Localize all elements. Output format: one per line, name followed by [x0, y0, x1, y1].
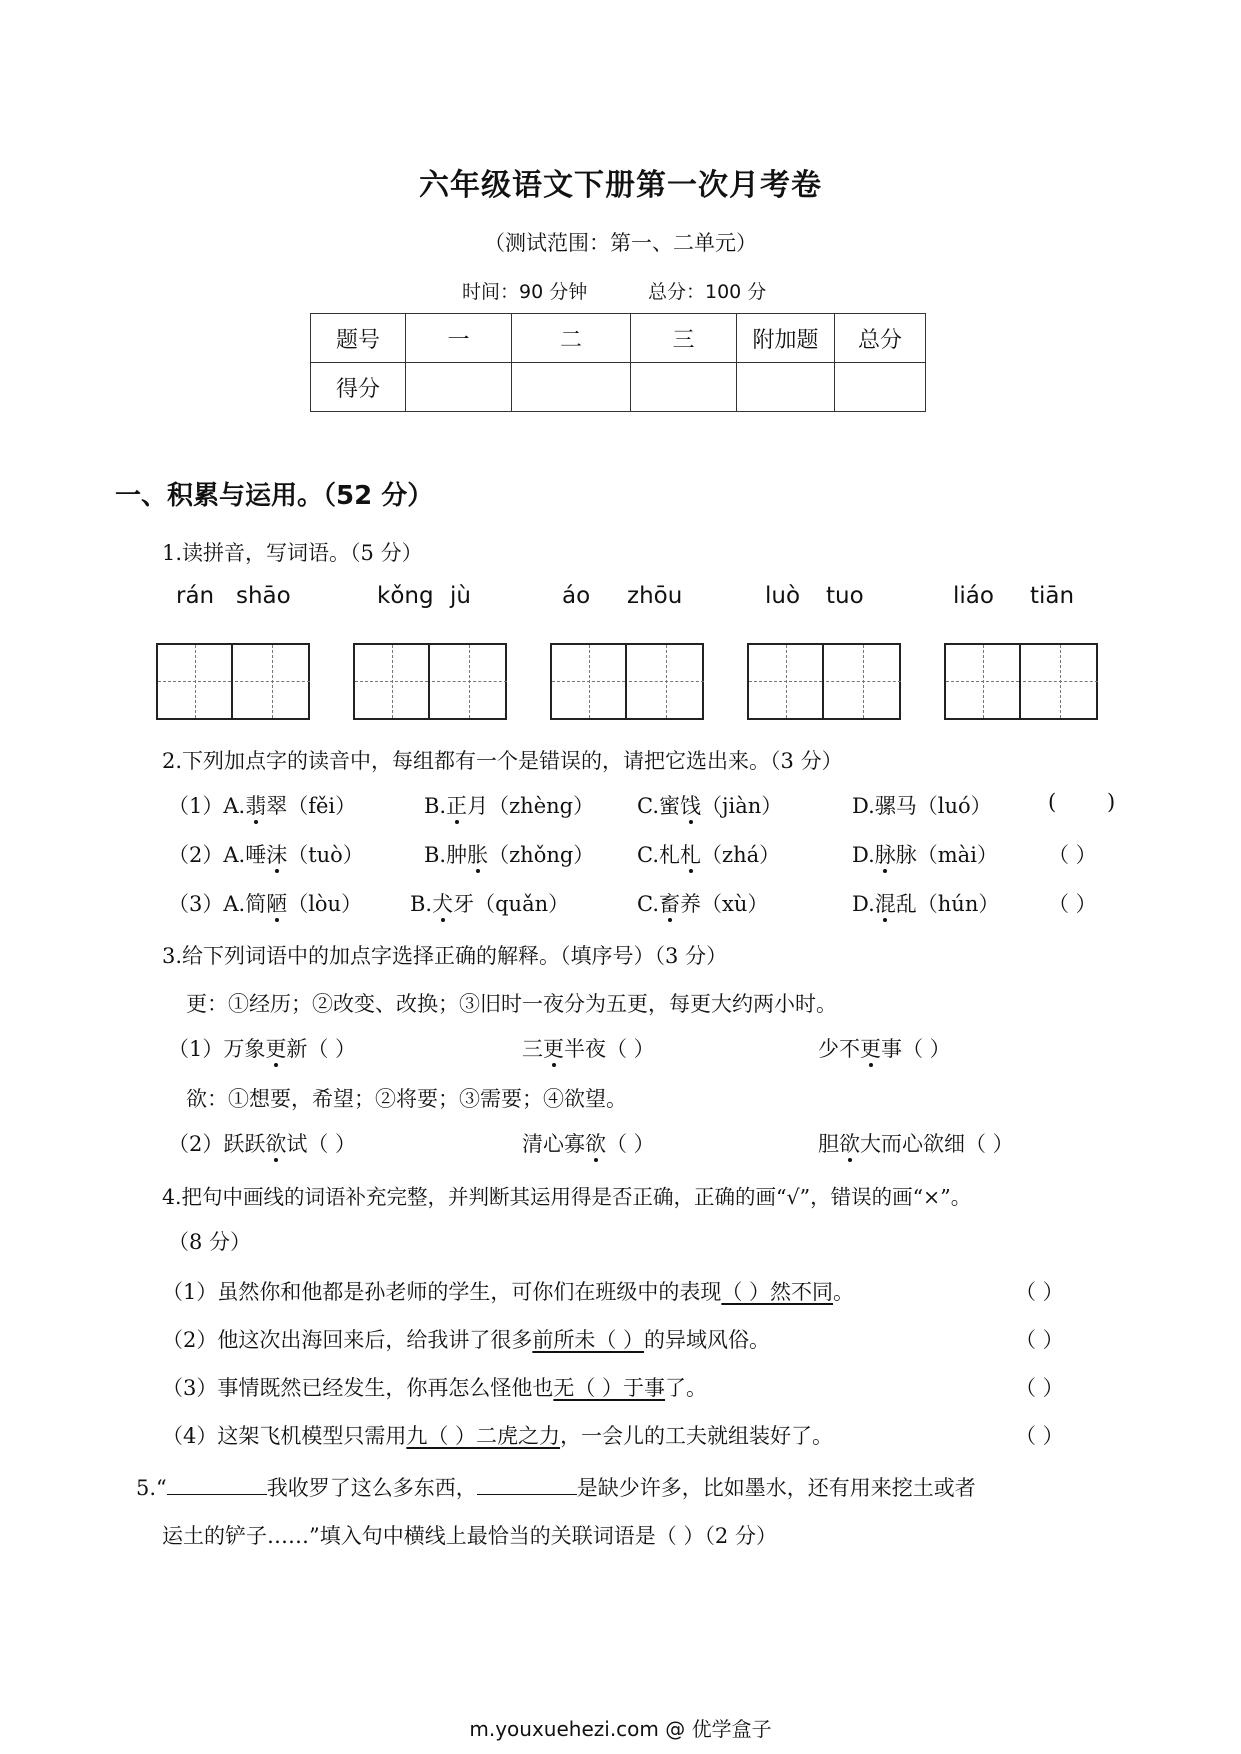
q3-item [168, 1128, 356, 1158]
dotted-char: 畜 [659, 892, 680, 916]
q2-stem: 2.下列加点字的读音中，每组都有一个是错误的，请把它选出来。（3 分） [162, 749, 843, 773]
q4-item [162, 1372, 707, 1402]
item-text[interactable]: 半夜（ ） [564, 1037, 655, 1061]
judge-paren[interactable]: （ ） [1015, 1376, 1064, 1400]
option-text: （zhá） [701, 843, 781, 867]
dotted-char: 更 [543, 1037, 564, 1061]
q3-item [818, 1033, 951, 1063]
q2-row-3-d [852, 888, 999, 918]
q1-stem: 1.读拼音，写词语。（5 分） [162, 541, 423, 565]
tianzige-cell[interactable] [749, 645, 824, 718]
item-text: （3）事情既然已经发生，你再怎么怪他也 [162, 1376, 554, 1400]
footer-watermark: m.youxuehezi.com @ 优学盒子 [469, 1717, 772, 1741]
score-header-cell: 总分 [835, 314, 926, 363]
test-scope: （测试范围：第一、二单元） [484, 231, 757, 255]
judge-paren[interactable]: （ ） [1015, 1328, 1064, 1352]
dotted-char: 更 [860, 1037, 881, 1061]
section-1-heading: 一、积累与运用。（52 分） [115, 481, 434, 511]
answer-paren[interactable]: （ ） [1048, 843, 1097, 867]
item-text: （4）这架飞机模型只需用 [162, 1424, 407, 1448]
dotted-char: 混 [874, 892, 896, 916]
option-text: 脉（mài） [895, 843, 998, 867]
dotted-char: 沫 [266, 843, 288, 867]
dotted-char: 札 [680, 843, 701, 867]
option-text: B. [410, 892, 433, 916]
option-text: 乱（hún） [895, 892, 1000, 916]
fill-blank-line[interactable] [167, 1474, 267, 1495]
q5-line-2: 运土的铲子……”填入句中横线上最恰当的关联词语是（ ）（2 分） [162, 1524, 777, 1548]
underlined-idiom[interactable]: 前所未（ ） [532, 1328, 645, 1352]
item-text: 胆 [818, 1132, 839, 1156]
option-text: （1）A. [168, 794, 246, 818]
answer-paren[interactable]: （ ） [1048, 892, 1097, 916]
option-text: B.肿 [424, 843, 468, 867]
q4-item [162, 1324, 770, 1354]
q2-row-2-a [168, 839, 364, 869]
fill-blank-line[interactable] [477, 1474, 577, 1495]
q3-definition-geng: 更：①经历；②改变、改换；③旧时一夜分为五更，每更大约两小时。 [186, 992, 837, 1016]
tianzige-cell[interactable] [826, 645, 901, 718]
q4-item [162, 1420, 833, 1450]
option-text: D. [852, 843, 875, 867]
judge-paren[interactable]: （ ） [1015, 1424, 1064, 1448]
option-text: 月（zhèng） [467, 794, 595, 818]
item-text: 的异域风俗。 [644, 1328, 771, 1352]
q2-row-1-b [424, 790, 594, 820]
underlined-idiom[interactable]: 九（ ）二虎之力 [406, 1424, 561, 1448]
score-entry-cell[interactable] [631, 363, 737, 412]
q2-row-1-a [168, 790, 356, 820]
tianzige-box[interactable] [944, 643, 1098, 720]
tianzige-cell[interactable] [432, 645, 507, 718]
option-text: （3）A.简 [168, 892, 267, 916]
tianzige-cell[interactable] [552, 645, 627, 718]
q2-row-3-c [637, 888, 768, 918]
q5-line-1 [136, 1472, 976, 1502]
score-entry-cell[interactable] [737, 363, 835, 412]
score-entry-cell[interactable] [512, 363, 631, 412]
tianzige-cell[interactable] [158, 645, 233, 718]
q3-item [168, 1033, 356, 1063]
tianzige-cell[interactable] [629, 645, 704, 718]
q1-pinyin: zhōu [627, 583, 683, 609]
answer-paren-open[interactable]: ( [1048, 790, 1057, 814]
q2-row-3-a [168, 888, 362, 918]
item-text: 少不 [818, 1037, 860, 1061]
item-text: （1）万象 [168, 1037, 266, 1061]
item-text[interactable]: 试（ ） [286, 1132, 357, 1156]
q3-item [818, 1128, 1014, 1158]
score-entry-cell[interactable] [406, 363, 512, 412]
score-header-cell: 题号 [311, 314, 406, 363]
option-text: 养（xù） [680, 892, 769, 916]
option-text: C.蜜 [637, 794, 680, 818]
score-header-cell: 三 [631, 314, 737, 363]
q1-pinyin: rán [176, 583, 215, 609]
item-text: 清心寡 [522, 1132, 585, 1156]
tianzige-cell[interactable] [1023, 645, 1098, 718]
q2-row-2-c [637, 839, 780, 869]
item-text: （2）他这次出海回来后，给我讲了很多 [162, 1328, 533, 1352]
dotted-char: 欲 [585, 1132, 606, 1156]
underlined-idiom[interactable]: （ ）然不同 [721, 1280, 834, 1304]
option-text: D.骡马（luó） [852, 794, 992, 818]
q1-pinyin: áo [562, 583, 591, 609]
q5-open: 5.“ [136, 1476, 167, 1500]
item-text: （1）虽然你和他都是孙老师的学生，可你们在班级中的表现 [162, 1280, 722, 1304]
underlined-idiom[interactable]: 无（ ）于事 [553, 1376, 666, 1400]
q4-item [162, 1276, 854, 1306]
answer-paren-close[interactable]: ) [1107, 790, 1116, 814]
q5-text: 是缺少许多，比如墨水，还有用来挖土或者 [576, 1476, 976, 1500]
q2-row-2-d [852, 839, 998, 869]
q1-pinyin: jù [450, 583, 471, 609]
item-text: 了。 [665, 1376, 708, 1400]
option-text: （zhǒng） [488, 843, 595, 867]
q3-stem: 3.给下列词语中的加点字选择正确的解释。（填序号）（3 分） [162, 944, 728, 968]
score-header-cell: 二 [512, 314, 631, 363]
tianzige-box[interactable] [156, 643, 310, 720]
dotted-char: 欲 [265, 1132, 287, 1156]
dotted-char: 脉 [874, 843, 896, 867]
item-text[interactable]: 事（ ） [881, 1037, 951, 1061]
tianzige-cell[interactable] [355, 645, 430, 718]
score-table [310, 313, 926, 412]
judge-paren[interactable]: （ ） [1015, 1280, 1064, 1304]
score-row-label: 得分 [311, 363, 406, 412]
q3-item [522, 1128, 655, 1158]
score-table-score-row [311, 363, 926, 412]
score-header-cell: 一 [406, 314, 512, 363]
item-text: 三 [522, 1037, 543, 1061]
option-text: （lòu） [287, 892, 363, 916]
dotted-char: 陋 [266, 892, 288, 916]
q1-pinyin: kǒng [377, 583, 434, 609]
option-text: D. [852, 892, 875, 916]
q1-pinyin: tuo [826, 583, 864, 609]
time-limit: 时间：90 分钟 [462, 281, 588, 303]
q1-pinyin: liáo [953, 583, 994, 609]
q2-row-2-b [424, 839, 594, 869]
q1-pinyin: shāo [236, 583, 291, 609]
dotted-char: 犬 [432, 892, 454, 916]
option-text: 翠（fěi） [266, 794, 357, 818]
item-text[interactable]: 大而心欲细（ ） [860, 1132, 1014, 1156]
q2-row-1-d [852, 790, 992, 820]
option-text: 牙（quǎn） [453, 892, 570, 916]
tianzige-box[interactable] [747, 643, 901, 720]
option-text: （2）A.唾 [168, 843, 267, 867]
item-text[interactable]: （ ） [606, 1132, 655, 1156]
item-text: ，一会儿的工夫就组装好了。 [560, 1424, 834, 1448]
option-text: C.札 [637, 843, 680, 867]
option-text: （jiàn） [701, 794, 783, 818]
dotted-char: 胀 [467, 843, 489, 867]
q1-pinyin: luò [765, 583, 801, 609]
tianzige-cell[interactable] [946, 645, 1021, 718]
item-text: （2）跃跃 [168, 1132, 266, 1156]
q4-points: （8 分） [168, 1230, 252, 1254]
item-text: 。 [833, 1280, 855, 1304]
option-text: B. [424, 794, 447, 818]
score-entry-cell[interactable] [835, 363, 926, 412]
dotted-char: 更 [265, 1037, 287, 1061]
page-title: 六年级语文下册第一次月考卷 [419, 168, 822, 203]
dotted-char: 正 [446, 794, 468, 818]
q5-text: 我收罗了这么多东西， [266, 1476, 477, 1500]
score-header-cell: 附加题 [737, 314, 835, 363]
dotted-char: 饯 [680, 794, 701, 818]
q2-row-3-b [410, 888, 569, 918]
q2-row-1-c [637, 790, 782, 820]
score-table-header-row [311, 314, 926, 363]
option-text: （tuò） [287, 843, 364, 867]
tianzige-cell[interactable] [235, 645, 310, 718]
q4-stem: 4.把句中画线的词语补充完整，并判断其运用得是否正确，正确的画“√”，错误的画“×”。 [162, 1185, 972, 1209]
option-text: C. [637, 892, 659, 916]
tianzige-box[interactable] [353, 643, 507, 720]
q1-pinyin: tiān [1030, 583, 1075, 609]
total-score: 总分：100 分 [648, 281, 767, 303]
item-text[interactable]: 新（ ） [286, 1037, 357, 1061]
q3-item [522, 1033, 655, 1063]
dotted-char: 翡 [245, 794, 267, 818]
dotted-char: 欲 [839, 1132, 860, 1156]
q3-definition-yu: 欲：①想要，希望；②将要；③需要；④欲望。 [186, 1087, 627, 1111]
tianzige-box[interactable] [550, 643, 704, 720]
